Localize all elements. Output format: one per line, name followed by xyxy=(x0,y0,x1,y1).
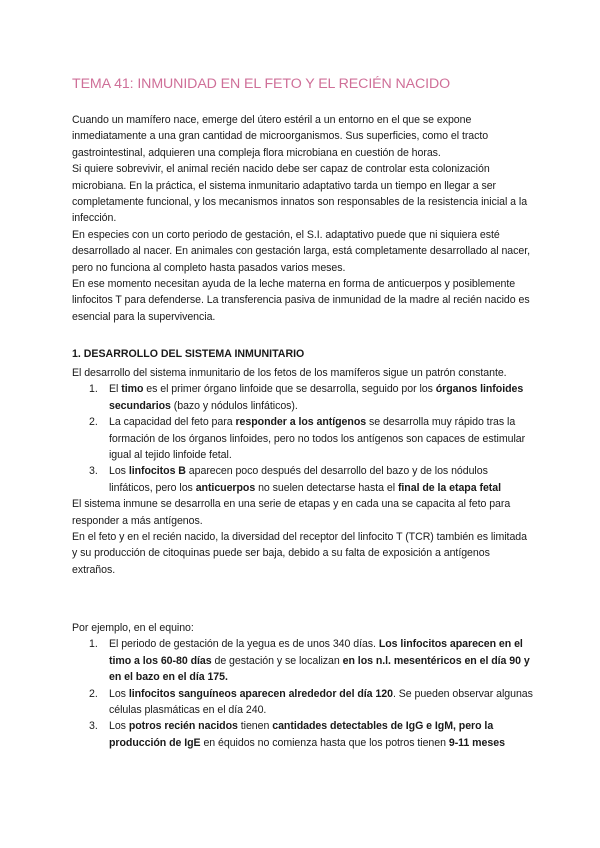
intro-paragraph-4: En ese momento necesitan ayuda de la leche materna en forma de anticuerpos y posiblemente linfocitos T para defenderse. La transferencia pasiva de inmunidad de la madre al recién nacido es esencial para la supervivencia. xyxy=(72,278,530,323)
example-section xyxy=(72,620,534,751)
list-item: 2. La capacidad del feto para responder a los antígenos se desarrolla muy rápido tras la formación de los órganos linfoides, pero no todos los antígenos son capaces de estimular igual al tejido linfoide fetal. xyxy=(89,416,526,462)
intro-paragraph-3: En especies con un corto periodo de gestación, el S.I. adaptativo puede que ni siquiera esté desarrollado al nacer. En animales con gestación larga, está completamente desarrollado al nacer, pero no funciona al completo hasta pasados varios meses. xyxy=(72,228,531,274)
list-item: 1. El periodo de gestación de la yegua es de unos 340 días. Los linfocitos aparecen en el timo a los 60-80 días de gestación y se localizan en los n.l. mesentéricos en el día 90 y en el bazo en el día 175. xyxy=(89,638,530,684)
intro-paragraph-1: Cuando un mamífero nace, emerge del útero estéril a un entorno en el que se expone inmediatamente a una gran cantidad de microorganismos. Sus superficies, como el tracto gastrointestinal, adquieren una compleja flora microbiana en cuestión de horas. xyxy=(72,114,489,159)
intro-paragraph-2: Si quiere sobrevivir, el animal recién nacido debe ser capaz de controlar esta colonización microbiana. En la práctica, el sistema inmunitario adaptativo tarda un tiempo en llegar a ser completamente funcional, y los mecanismos innatos son responsables de la resistencia inicial a la infección. xyxy=(72,163,528,225)
list-item: 2. Los linfocitos sanguíneos aparecen alrededor del día 120. Se pueden observar algunas células plasmáticas en el día 240. xyxy=(89,687,533,717)
list-item: 1. El timo es el primer órgano linfoide que se desarrolla, seguido por los órganos linfoides secundarios (bazo y nódulos linfáticos). xyxy=(89,383,524,412)
list-item: 3. Los potros recién nacidos tienen cantidades detectables de IgG e IgM, pero la producción de IgE en équidos no comienza hasta que los potros tienen 9-11 meses xyxy=(89,720,505,749)
section-1-body xyxy=(72,365,534,578)
intro-section xyxy=(72,112,534,325)
section-paragraph: El sistema inmune se desarrolla en una serie de etapas y en cada una se capacita al feto para responder a más antígenos. xyxy=(72,498,511,527)
section-heading: 1. DESARROLLO DEL SISTEMA INMUNITARIO xyxy=(72,348,305,360)
list-item: 3. Los linfocitos B aparecen poco después del desarrollo del bazo y de los nódulos linfáticos, pero los anticuerpos no suelen detectarse hasta el final de la etapa fetal xyxy=(89,465,501,494)
section-lead: El desarrollo del sistema inmunitario de los fetos de los mamíferos sigue un patrón constante. xyxy=(72,367,507,379)
development-list xyxy=(72,381,534,496)
document-title: TEMA 41: INMUNIDAD EN EL FETO Y EL RECIÉN NACIDO xyxy=(72,76,451,92)
example-lead: Por ejemplo, en el equino: xyxy=(72,622,194,634)
example-list xyxy=(72,636,534,751)
section-paragraph: En el feto y en el recién nacido, la diversidad del receptor del linfocito T (TCR) también es limitada y su producción de citoquinas puede ser baja, debido a su falta de exposición a antígenos extraños. xyxy=(72,531,527,576)
